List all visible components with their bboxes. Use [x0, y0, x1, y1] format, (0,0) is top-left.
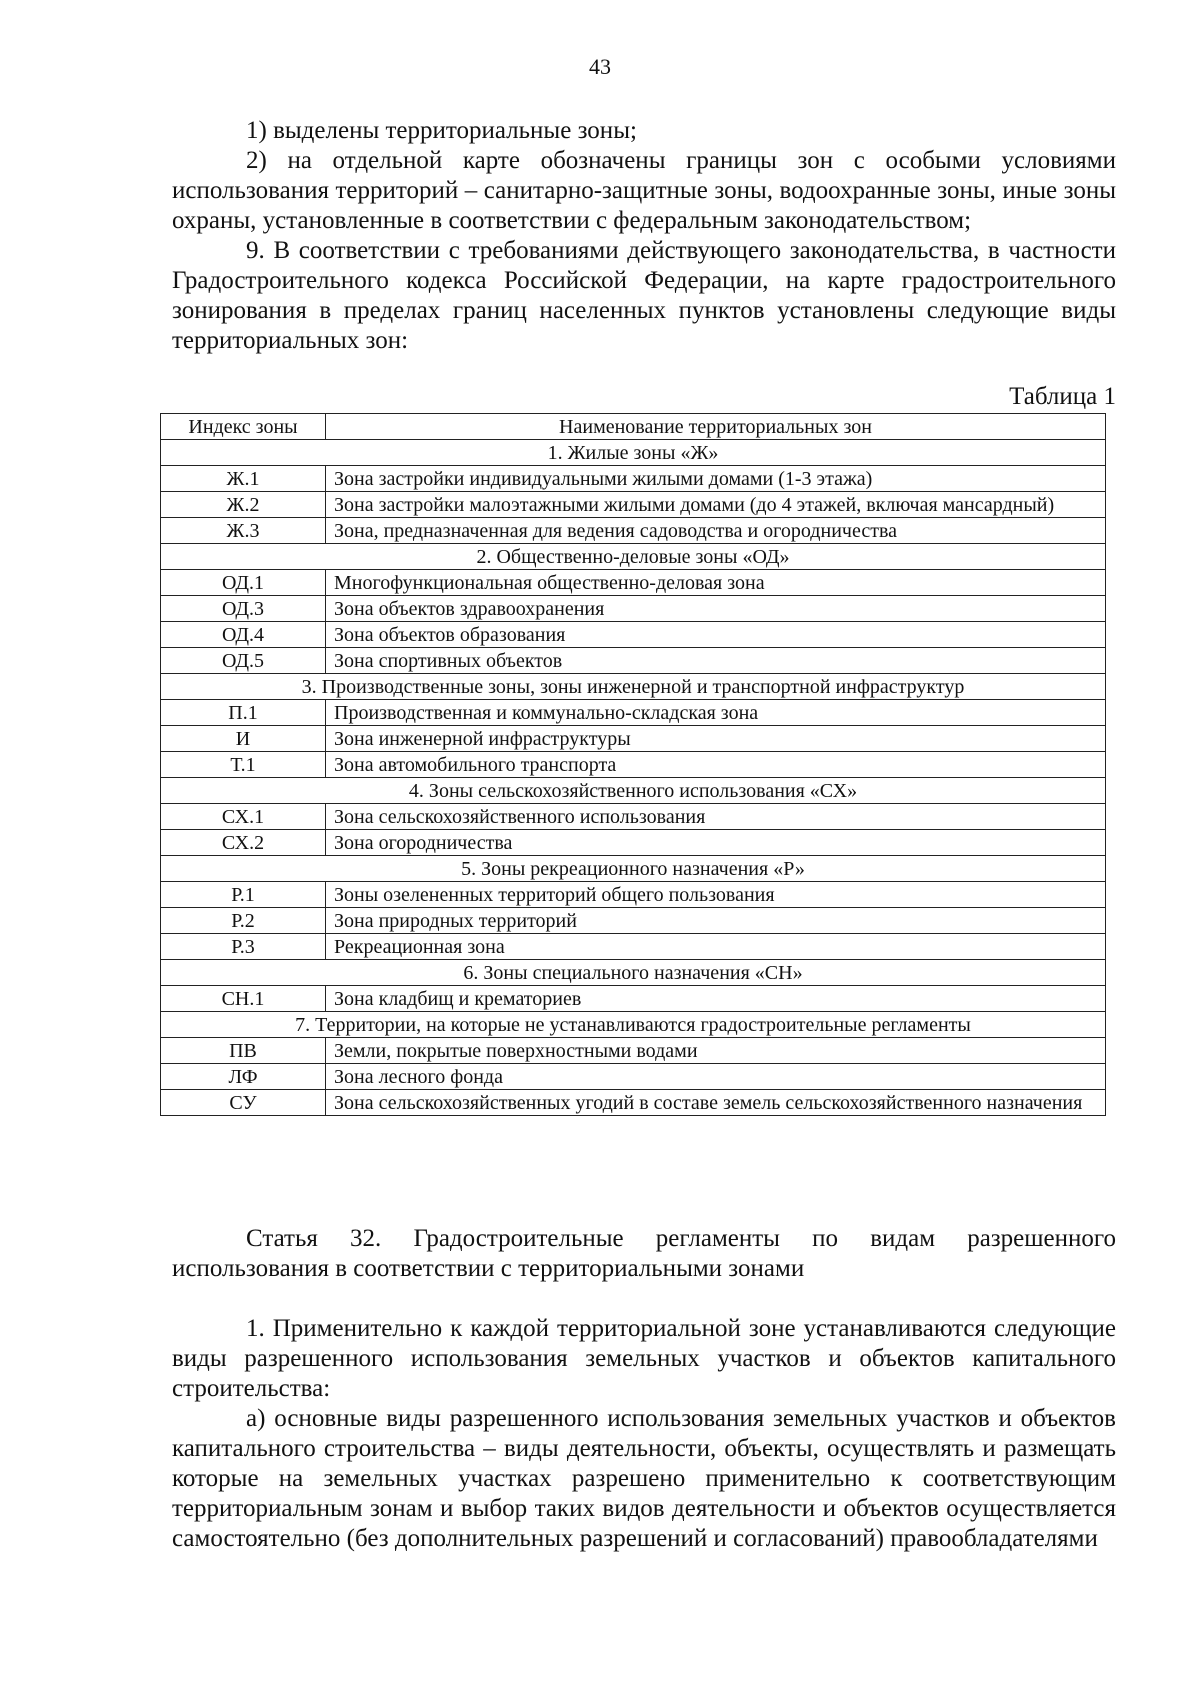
table-row — [161, 492, 1106, 518]
zone-name: Зона сельскохозяйственного использования — [326, 804, 1106, 830]
article-paragraph: 1. Применительно к каждой территориальной зоне устанавливаются следующие виды разрешенного использования земельных участков и объектов капитального строительства: — [172, 1315, 1116, 1402]
table-row — [161, 882, 1106, 908]
table-row — [161, 1090, 1106, 1116]
zone-index: ОД.3 — [161, 596, 326, 622]
table-section-row — [161, 674, 1106, 700]
zone-name: Зона инженерной инфраструктуры — [326, 726, 1106, 752]
section-title: 5. Зоны рекреационного назначения «Р» — [161, 856, 1106, 882]
table-section-row — [161, 778, 1106, 804]
zone-name: Зона природных территорий — [326, 908, 1106, 934]
zone-name: Рекреационная зона — [326, 934, 1106, 960]
table-row — [161, 518, 1106, 544]
table-section-row — [161, 544, 1106, 570]
zone-index: СХ.2 — [161, 830, 326, 856]
intro-paragraph: 9. В соответствии с требованиями действующего законодательства, в частности Градостроительного кодекса Российской Федерации, на карте градостроительного зонирования в пределах границ населенных пунктов установлены следующие виды территориальных зон: — [172, 237, 1116, 354]
table-section-row — [161, 960, 1106, 986]
zone-index: ОД.4 — [161, 622, 326, 648]
table-row — [161, 804, 1106, 830]
zone-name: Зона сельскохозяйственных угодий в составе земель сельскохозяйственного назначения — [326, 1090, 1106, 1116]
table-row — [161, 570, 1106, 596]
zones-table-body — [161, 440, 1106, 1116]
table-section-row — [161, 1012, 1106, 1038]
zone-index: И — [161, 726, 326, 752]
article-title: Статья 32. Градостроительные регламенты по видам разрешенного использования в соответствии с территориальными зонами — [172, 1225, 1116, 1282]
zone-index: Ж.2 — [161, 492, 326, 518]
table-row — [161, 908, 1106, 934]
table-row — [161, 700, 1106, 726]
zone-name: Зона объектов образования — [326, 622, 1106, 648]
table-row — [161, 622, 1106, 648]
table-row — [161, 648, 1106, 674]
table-row — [161, 1064, 1106, 1090]
zone-index: ОД.5 — [161, 648, 326, 674]
table-row — [161, 752, 1106, 778]
table-row — [161, 466, 1106, 492]
header-name: Наименование территориальных зон — [326, 414, 1106, 440]
section-title: 6. Зоны специального назначения «СН» — [161, 960, 1106, 986]
page-number: 43 — [589, 54, 611, 79]
zone-name: Производственная и коммунально-складская зона — [326, 700, 1106, 726]
table-section-row — [161, 440, 1106, 466]
zone-name: Зона объектов здравоохранения — [326, 596, 1106, 622]
zone-index: Ж.3 — [161, 518, 326, 544]
zone-index: ОД.1 — [161, 570, 326, 596]
section-title: 3. Производственные зоны, зоны инженерной и транспортной инфраструктур — [161, 674, 1106, 700]
section-title: 2. Общественно-деловые зоны «ОД» — [161, 544, 1106, 570]
table-caption: Таблица 1 — [1009, 383, 1116, 410]
zone-index: Р.1 — [161, 882, 326, 908]
table-section-row — [161, 856, 1106, 882]
zones-table — [160, 413, 1106, 1116]
table-row — [161, 1038, 1106, 1064]
zone-index: ПВ — [161, 1038, 326, 1064]
section-title: 1. Жилые зоны «Ж» — [161, 440, 1106, 466]
table-row — [161, 726, 1106, 752]
header-index: Индекс зоны — [161, 414, 326, 440]
table-row — [161, 986, 1106, 1012]
section-title: 4. Зоны сельскохозяйственного использования «СХ» — [161, 778, 1106, 804]
zone-name: Зона кладбищ и крематориев — [326, 986, 1106, 1012]
table-row — [161, 830, 1106, 856]
zone-name: Зона автомобильного транспорта — [326, 752, 1106, 778]
article-paragraph: а) основные виды разрешенного использования земельных участков и объектов капитального строительства – виды деятельности, объекты, осуществлять и размещать которые на земельных участках разрешено применительно к соответствующим территориальным зонам и выбор таких видов деятельности и объектов осуществляется самостоятельно (без дополнительных разрешений и согласований) правообладателями — [172, 1405, 1116, 1552]
article-section — [172, 1224, 1116, 1554]
zone-index: ЛФ — [161, 1064, 326, 1090]
table-row — [161, 934, 1106, 960]
zone-name: Зона лесного фонда — [326, 1064, 1106, 1090]
intro-paragraph: 1) выделены территориальные зоны; — [246, 117, 637, 144]
zone-index: СН.1 — [161, 986, 326, 1012]
intro-paragraph: 2) на отдельной карте обозначены границы зон с особыми условиями использования территорий – санитарно-защитные зоны, водоохранные зоны, иные зоны охраны, установленные в соответствии с федеральным законодательством; — [172, 147, 1116, 234]
zone-index: Ж.1 — [161, 466, 326, 492]
section-title: 7. Территории, на которые не устанавливаются градостроительные регламенты — [161, 1012, 1106, 1038]
zone-name: Зона застройки индивидуальными жилыми домами (1-3 этажа) — [326, 466, 1106, 492]
zone-index: П.1 — [161, 700, 326, 726]
zone-name: Земли, покрытые поверхностными водами — [326, 1038, 1106, 1064]
zone-index: СХ.1 — [161, 804, 326, 830]
zone-name: Многофункциональная общественно-деловая зона — [326, 570, 1106, 596]
zone-name: Зона, предназначенная для ведения садоводства и огородничества — [326, 518, 1106, 544]
zone-index: Р.2 — [161, 908, 326, 934]
zone-name: Зона спортивных объектов — [326, 648, 1106, 674]
zone-index: Т.1 — [161, 752, 326, 778]
zone-index: Р.3 — [161, 934, 326, 960]
zone-index: СУ — [161, 1090, 326, 1116]
table-row — [161, 596, 1106, 622]
table-header-row — [161, 414, 1106, 440]
zone-name: Зоны озелененных территорий общего пользования — [326, 882, 1106, 908]
zone-name: Зона огородничества — [326, 830, 1106, 856]
intro-text — [172, 116, 1116, 356]
zone-name: Зона застройки малоэтажными жилыми домами (до 4 этажей, включая мансардный) — [326, 492, 1106, 518]
